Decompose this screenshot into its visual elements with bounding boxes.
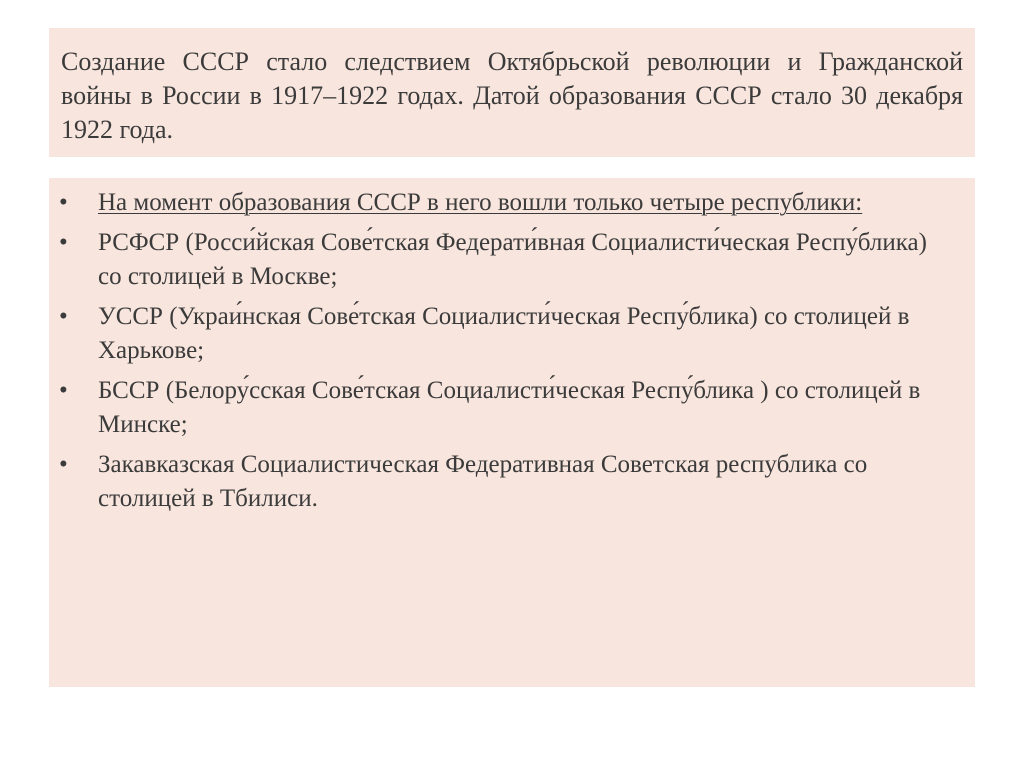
bullet-item-bssr bbox=[59, 374, 955, 442]
bullet-marker: • bbox=[59, 189, 68, 216]
bullet-item-intro bbox=[59, 186, 955, 220]
bullet-item-rsfsr bbox=[59, 226, 955, 294]
bullet-item-zsfsr bbox=[59, 448, 955, 516]
bullet-marker: • bbox=[59, 303, 68, 330]
bullet-text: Закавказская Социалистическая Федеративная Советская республика со столицей в Тбилиси. bbox=[98, 451, 868, 512]
slide-title: Создание СССР стало следствием Октябрьской революции и Гражданской войны в России в 1917–1922 годах. Датой образования СССР стало 30 декабря 1922 года. bbox=[61, 47, 963, 144]
bullet-list bbox=[59, 186, 955, 516]
bullet-marker: • bbox=[59, 377, 68, 404]
bullet-text: На момент образования СССР в него вошли только четыре республики: bbox=[98, 189, 863, 216]
bullet-text: РСФСР (Росси́йская Сове́тская Федерати́вная Социалисти́ческая Респу́блика) со столицей в Москве; bbox=[98, 229, 927, 290]
bullet-marker: • bbox=[59, 229, 68, 256]
content-box bbox=[49, 178, 975, 687]
bullet-marker: • bbox=[59, 451, 68, 478]
bullet-item-ussr bbox=[59, 300, 955, 368]
title-box bbox=[49, 28, 975, 157]
bullet-text: БССР (Белору́сская Сове́тская Социалисти́ческая Респу́блика ) со столицей в Минске; bbox=[98, 377, 921, 438]
bullet-text: УССР (Украи́нская Сове́тская Социалисти́ческая Респу́блика) со столицей в Харькове; bbox=[98, 303, 910, 364]
